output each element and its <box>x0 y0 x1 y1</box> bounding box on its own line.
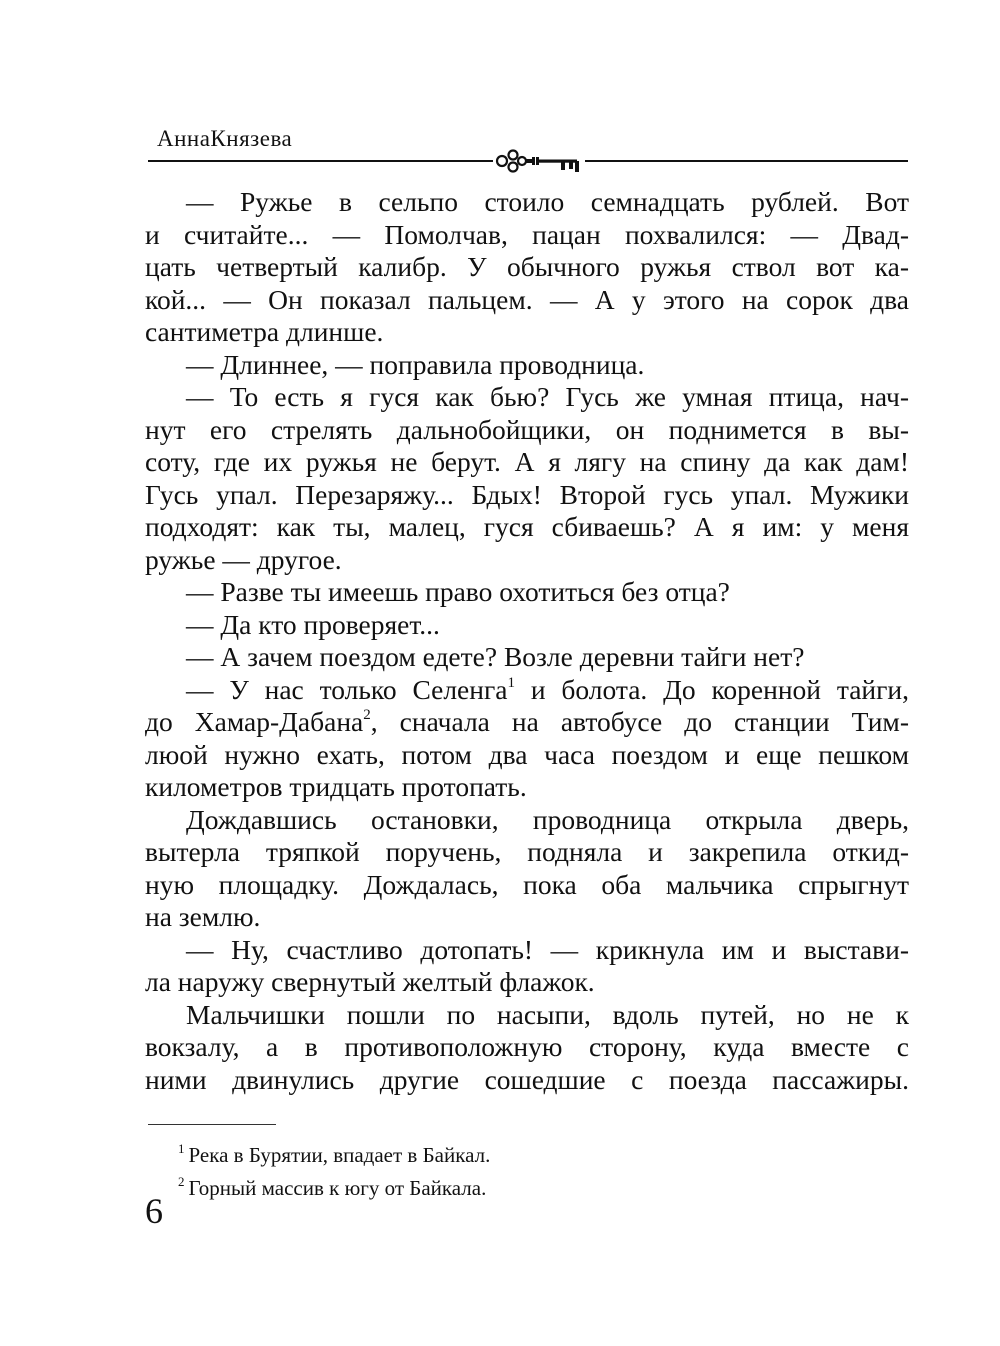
page-number: 6 <box>145 1191 163 1231</box>
text-line: — Длиннее, — поправила проводница. <box>186 348 645 380</box>
text-line: — Разве ты имеешь право охотиться без отца? <box>186 576 730 607</box>
footnote-text: Река в Бурятии, впадает в Байкал. <box>188 1143 491 1167</box>
text-line <box>145 674 909 707</box>
footnote <box>178 1172 490 1205</box>
text-line: ную площадку. Дождалась, пока оба мальчика спрыгнут <box>145 868 909 900</box>
text-line: Гусь упал. Перезаряжу... Бдых! Второй гусь упал. Мужики <box>145 478 909 510</box>
text-line: Мальчишки пошли по насыпи, вдоль путей, но не к <box>186 998 909 1030</box>
text-line: — Ну, счастливо дотопать! — крикнула им и выстави- <box>186 933 909 965</box>
text-line: цать четвертый калибр. У обычного ружья ствол вот ка- <box>145 251 909 282</box>
text-line <box>145 706 909 739</box>
text-line: ними двинулись другие сошедшие с поезда пассажиры. <box>145 1063 909 1095</box>
text-line: сантиметра длинше. <box>145 316 384 347</box>
text-line: люой нужно ехать, потом два часа поездом и еще пешком <box>145 738 909 770</box>
text-line: километров тридцать протопать. <box>145 771 527 802</box>
text-line: и считайте... — Помолчав, пацан похвалился: — Двад- <box>145 218 909 250</box>
footnote-rule <box>148 1124 276 1125</box>
text-line: подходят: как ты, малец, гуся сбиваешь? А я им: у меня <box>145 511 909 542</box>
running-header-author: АннаКнязева <box>157 126 293 151</box>
footnote-ref: 2 <box>363 707 371 723</box>
text-line: ружье — другое. <box>145 543 342 575</box>
text-line: — Да кто проверяет... <box>186 608 440 640</box>
text-segment: до Хамар-Дабана <box>145 706 364 737</box>
footnote <box>178 1139 490 1172</box>
footnote-marker: 1 <box>178 1141 185 1156</box>
text-line: соту, где их ружья не берут. А я лягу на спину да как дам! <box>145 446 909 477</box>
text-line: ла наружу свернутый желтый флажок. <box>145 966 595 997</box>
text-segment: и болота. До коренной тайги, <box>530 673 910 705</box>
text-line: — То есть я гуся как бью? Гусь же умная птица, нач- <box>186 381 909 412</box>
text-segment: — У нас только Селенга <box>186 673 508 705</box>
footnotes <box>178 1139 490 1205</box>
text-segment: , сначала на автобусе до станции Тим- <box>370 706 909 737</box>
text-line: — А зачем поездом едете? Возле деревни тайги нет? <box>186 641 805 672</box>
text-line: кой... — Он показал пальцем. — А у этого на сорок два <box>145 283 909 315</box>
text-line: Дождавшись остановки, проводница открыла дверь, <box>186 803 909 835</box>
footnote-text: Горный массив к югу от Байкала. <box>188 1176 487 1200</box>
footnote-marker: 2 <box>178 1174 185 1189</box>
footnote-ref: 1 <box>507 674 515 691</box>
text-line: вытерла тряпкой поручень, подняла и закрепила откид- <box>145 836 909 867</box>
text-line: вокзалу, а в противоположную сторону, куда вместе с <box>145 1031 909 1062</box>
text-line: — Ружье в сельпо стоило семнадцать рублей. Вот <box>186 186 909 217</box>
text-line: на землю. <box>145 901 261 932</box>
body-text <box>145 186 909 1096</box>
text-line: нут его стрелять дальнобойщики, он поднимется в вы- <box>145 413 909 445</box>
key-ornament-icon <box>493 148 585 176</box>
